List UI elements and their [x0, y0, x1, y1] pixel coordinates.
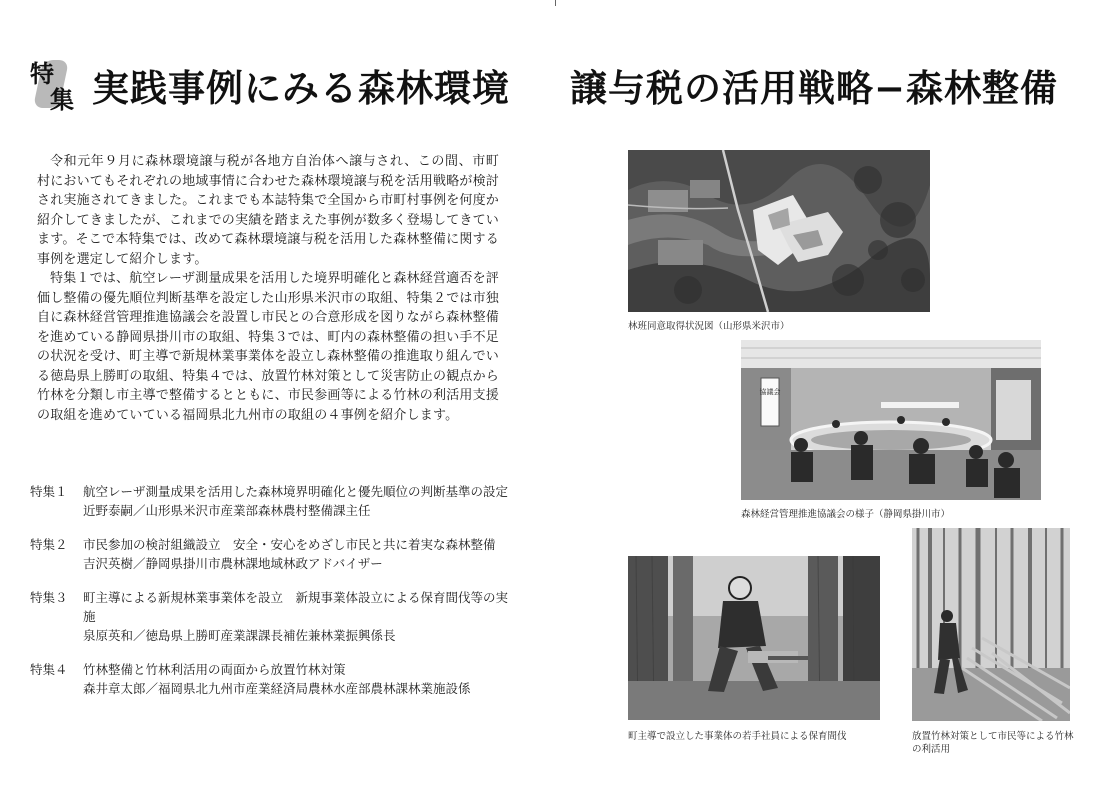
feature-item [30, 660, 510, 698]
feature-title: 竹林整備と竹林利活用の両面から放置竹林対策 [83, 662, 346, 677]
tokushu-badge [28, 54, 80, 114]
feature-title: 航空レーザ測量成果を活用した森林境界明確化と優先順位の判断基準の設定 [83, 484, 509, 499]
feature-title: 町主導による新規林業事業体を設立 新規事業体設立による保育間伐等の実施 [83, 590, 509, 624]
feature-author: 泉原英和／徳島県上勝町産業課課長補佐兼林業振興係長 [83, 628, 396, 643]
forestry-photo [628, 556, 880, 720]
feature-author: 森井章太郎／福岡県北九州市産業経済局農林水産部農林課林業施設係 [83, 681, 471, 696]
bamboo-caption: 放置竹林対策として市民等による竹林の利活用 [912, 731, 1074, 755]
feature-item [30, 535, 510, 573]
feature-number: 特集２ [30, 537, 68, 552]
intro-paragraph-2: 特集１では、航空レーザ測量成果を活用した境界明確化と森林経営適否を評価し整備の優先順位判断基準を設定した山形県米沢市の取組、特集２では市独自に森林経営管理推進協議会を設置し市民との合意形成を図りながら森林整備を進めている静岡県掛川市の取組、特集３では、町内の森林整備の担い手不足の状況を受け、町主導で新規林業事業体を設立し森林整備の推進取り組んでいる徳島県上勝町の取組、特集４では、放置竹林対策として災害防止の観点から竹林を分類し市主導で整備するとともに、市民参画等による竹林の利活用支援の取組を進めていている福岡県北九州市の取組の４事例を紹介します。 [37, 271, 500, 423]
meeting-photo [741, 340, 1041, 500]
meeting-sign-text: 協議会 [759, 388, 781, 396]
badge-top-char: 特 [30, 59, 54, 88]
intro-text [37, 152, 499, 425]
feature-item [30, 482, 510, 520]
feature-number: 特集３ [30, 590, 68, 605]
title-part-2: 譲与税の活用戦略−森林整備 [570, 66, 1059, 110]
bamboo-photo [912, 528, 1070, 721]
meeting-caption: 森林経営管理推進協議会の様子（静岡県掛川市） [741, 509, 951, 520]
feature-item [30, 588, 510, 645]
feature-author: 吉沢英樹／静岡県掛川市農林課地域林政アドバイザー [83, 556, 383, 571]
feature-number: 特集１ [30, 484, 68, 499]
forestry-caption: 町主導で設立した事業体の若手社員による保育間伐 [628, 731, 847, 742]
feature-title: 市民参加の検討組織設立 安全・安心をめざし市民と共に着実な森林整備 [83, 537, 496, 552]
feature-list [30, 482, 510, 713]
feature-author: 近野泰嗣／山形県米沢市産業部森林農村整備課主任 [83, 503, 371, 518]
intro-paragraph-1: 令和元年９月に森林環境譲与税が各地方自治体へ譲与され、この間、市町村においてもそれぞれの地域事情に合わせた森林環境譲与税を活用戦略が検討され実施されてきました。これまでも本誌特集で全国から市町村事例を何度か紹介してきましたが、これまでの実績を踏まえた事例が数多く登場してきています。そこで本特集では、改めて森林環境譲与税を活用した森林整備に関する事例を選定して紹介します。 [37, 154, 500, 267]
page-title [92, 58, 1058, 112]
page-center-mark [555, 0, 556, 6]
aerial-caption: 林班同意取得状況図（山形県米沢市） [628, 321, 790, 332]
feature-number: 特集４ [30, 662, 68, 677]
badge-bottom-char: 集 [50, 85, 74, 114]
title-part-1: 実践事例にみる森林環境 [92, 66, 510, 110]
aerial-map-photo [628, 150, 930, 312]
